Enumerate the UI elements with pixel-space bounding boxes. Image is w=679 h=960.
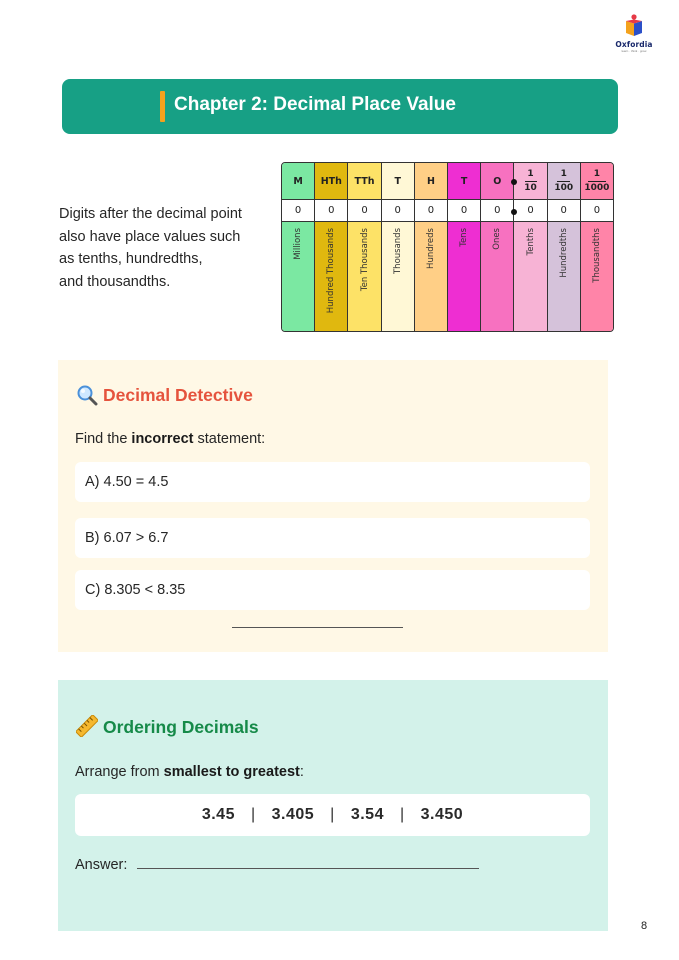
ordering-title: Ordering Decimals xyxy=(103,717,259,737)
magnifier-icon xyxy=(76,384,98,406)
place-value-header xyxy=(581,163,613,200)
fraction-header xyxy=(554,169,573,194)
place-value-body xyxy=(448,222,480,331)
place-value-body xyxy=(415,222,447,331)
detective-answer-line[interactable] xyxy=(232,627,403,628)
fraction-denominator: 1000 xyxy=(584,182,610,193)
place-value-header: T xyxy=(382,163,414,200)
option-a[interactable] xyxy=(75,462,590,502)
place-value-body xyxy=(348,222,380,331)
ruler-icon xyxy=(76,715,98,737)
place-value-name: Ones xyxy=(492,228,503,250)
fraction-header xyxy=(524,169,537,194)
place-value-header xyxy=(548,163,580,200)
place-value-body xyxy=(282,222,314,331)
fraction-denominator: 100 xyxy=(554,182,574,193)
decimal-detective-section xyxy=(58,360,608,652)
place-value-header: TTh xyxy=(348,163,380,200)
place-value-column xyxy=(382,163,415,331)
place-value-body xyxy=(581,222,613,331)
place-value-digit: 0 xyxy=(348,200,380,222)
option-label: A) 4.50 = 4.5 xyxy=(85,474,169,490)
place-value-body xyxy=(548,222,580,331)
decimal-point-dot xyxy=(511,209,517,215)
place-value-name: Hundredths xyxy=(558,228,569,278)
place-value-body xyxy=(481,222,513,331)
decimal-number: 3.450 xyxy=(420,806,464,823)
intro-line: also have place values such xyxy=(59,228,241,245)
fraction-numerator: 1 xyxy=(527,168,534,179)
option-label: C) 8.305 < 8.35 xyxy=(85,582,186,598)
place-value-column xyxy=(514,163,547,331)
place-value-column xyxy=(448,163,481,331)
fraction-denominator: 10 xyxy=(524,182,537,193)
place-value-name: Hundred Thousands xyxy=(326,228,337,314)
option-label: B) 6.07 > 6.7 xyxy=(85,530,169,546)
place-value-body xyxy=(382,222,414,331)
separator: | xyxy=(399,806,405,823)
decimal-point-dot xyxy=(511,179,517,185)
decimal-number: 3.405 xyxy=(271,806,315,823)
place-value-body xyxy=(514,222,546,331)
place-value-name: Thousands xyxy=(392,228,403,275)
place-value-column xyxy=(348,163,381,331)
place-value-column xyxy=(415,163,448,331)
prompt-prefix: Find the xyxy=(75,431,132,447)
place-value-header xyxy=(514,163,546,200)
decimal-number: 3.54 xyxy=(350,806,384,823)
intro-line: as tenths, hundredths, xyxy=(59,251,203,267)
place-value-column xyxy=(548,163,581,331)
place-value-header: H xyxy=(415,163,447,200)
option-c[interactable] xyxy=(75,570,590,610)
decimal-number: 3.45 xyxy=(201,806,235,823)
logo-mark-icon xyxy=(623,14,645,38)
prompt-bold: incorrect xyxy=(131,431,194,447)
option-b[interactable] xyxy=(75,518,590,558)
fraction-bar xyxy=(588,181,606,182)
place-value-body xyxy=(315,222,347,331)
chapter-title: Chapter 2: Decimal Place Value xyxy=(174,94,456,115)
place-value-column xyxy=(481,163,514,331)
place-value-name: Tenths xyxy=(525,228,536,256)
place-value-table xyxy=(281,162,614,332)
place-value-name: Millions xyxy=(293,228,304,260)
intro-text xyxy=(59,203,274,293)
logo-name: Oxfordia xyxy=(615,40,653,49)
ordering-prompt xyxy=(75,764,304,780)
ordering-answer-line[interactable] xyxy=(137,868,479,869)
fraction-numerator: 1 xyxy=(560,168,567,179)
place-value-name: Thousandths xyxy=(591,228,602,283)
numbers-box xyxy=(75,794,590,836)
detective-title: Decimal Detective xyxy=(103,385,253,405)
separator: | xyxy=(250,806,256,823)
place-value-column xyxy=(315,163,348,331)
page-number: 8 xyxy=(641,920,648,932)
chapter-banner xyxy=(62,79,618,134)
place-value-digit: 0 xyxy=(548,200,580,222)
detective-prompt xyxy=(75,431,265,447)
intro-line: and thousandths. xyxy=(59,273,171,290)
place-value-name: Hundreds xyxy=(425,228,436,269)
place-value-name: Tens xyxy=(459,228,470,247)
place-value-header: M xyxy=(282,163,314,200)
place-value-digit: 0 xyxy=(415,200,447,222)
place-value-header: HTh xyxy=(315,163,347,200)
brand-logo xyxy=(612,14,656,54)
prompt-suffix: : xyxy=(299,764,304,780)
place-value-digit: 0 xyxy=(481,200,513,222)
place-value-digit: 0 xyxy=(514,200,546,222)
intro-line: Digits after the decimal point xyxy=(59,206,242,222)
prompt-suffix: statement: xyxy=(193,431,266,447)
fraction-numerator: 1 xyxy=(593,168,601,179)
place-value-header: O xyxy=(481,163,513,200)
place-value-digit: 0 xyxy=(581,200,613,222)
fraction-bar xyxy=(525,181,537,182)
separator: | xyxy=(330,806,335,823)
place-value-digit: 0 xyxy=(448,200,480,222)
fraction-bar xyxy=(557,181,570,182)
place-value-column xyxy=(282,163,315,331)
answer-label: Answer: xyxy=(75,857,128,873)
place-value-column xyxy=(581,163,613,331)
logo-tagline: learn · think · grow xyxy=(621,49,647,53)
place-value-name: Ten Thousands xyxy=(359,228,370,292)
fraction-header xyxy=(584,169,609,194)
place-value-digit: 0 xyxy=(315,200,347,222)
ordering-decimals-section xyxy=(58,680,608,931)
place-value-digit: 0 xyxy=(282,200,314,222)
prompt-bold: smallest to greatest xyxy=(163,764,300,780)
banner-accent-bar xyxy=(160,91,165,122)
prompt-prefix: Arrange from xyxy=(75,764,164,780)
place-value-digit: 0 xyxy=(382,200,414,222)
place-value-header: T xyxy=(448,163,480,200)
